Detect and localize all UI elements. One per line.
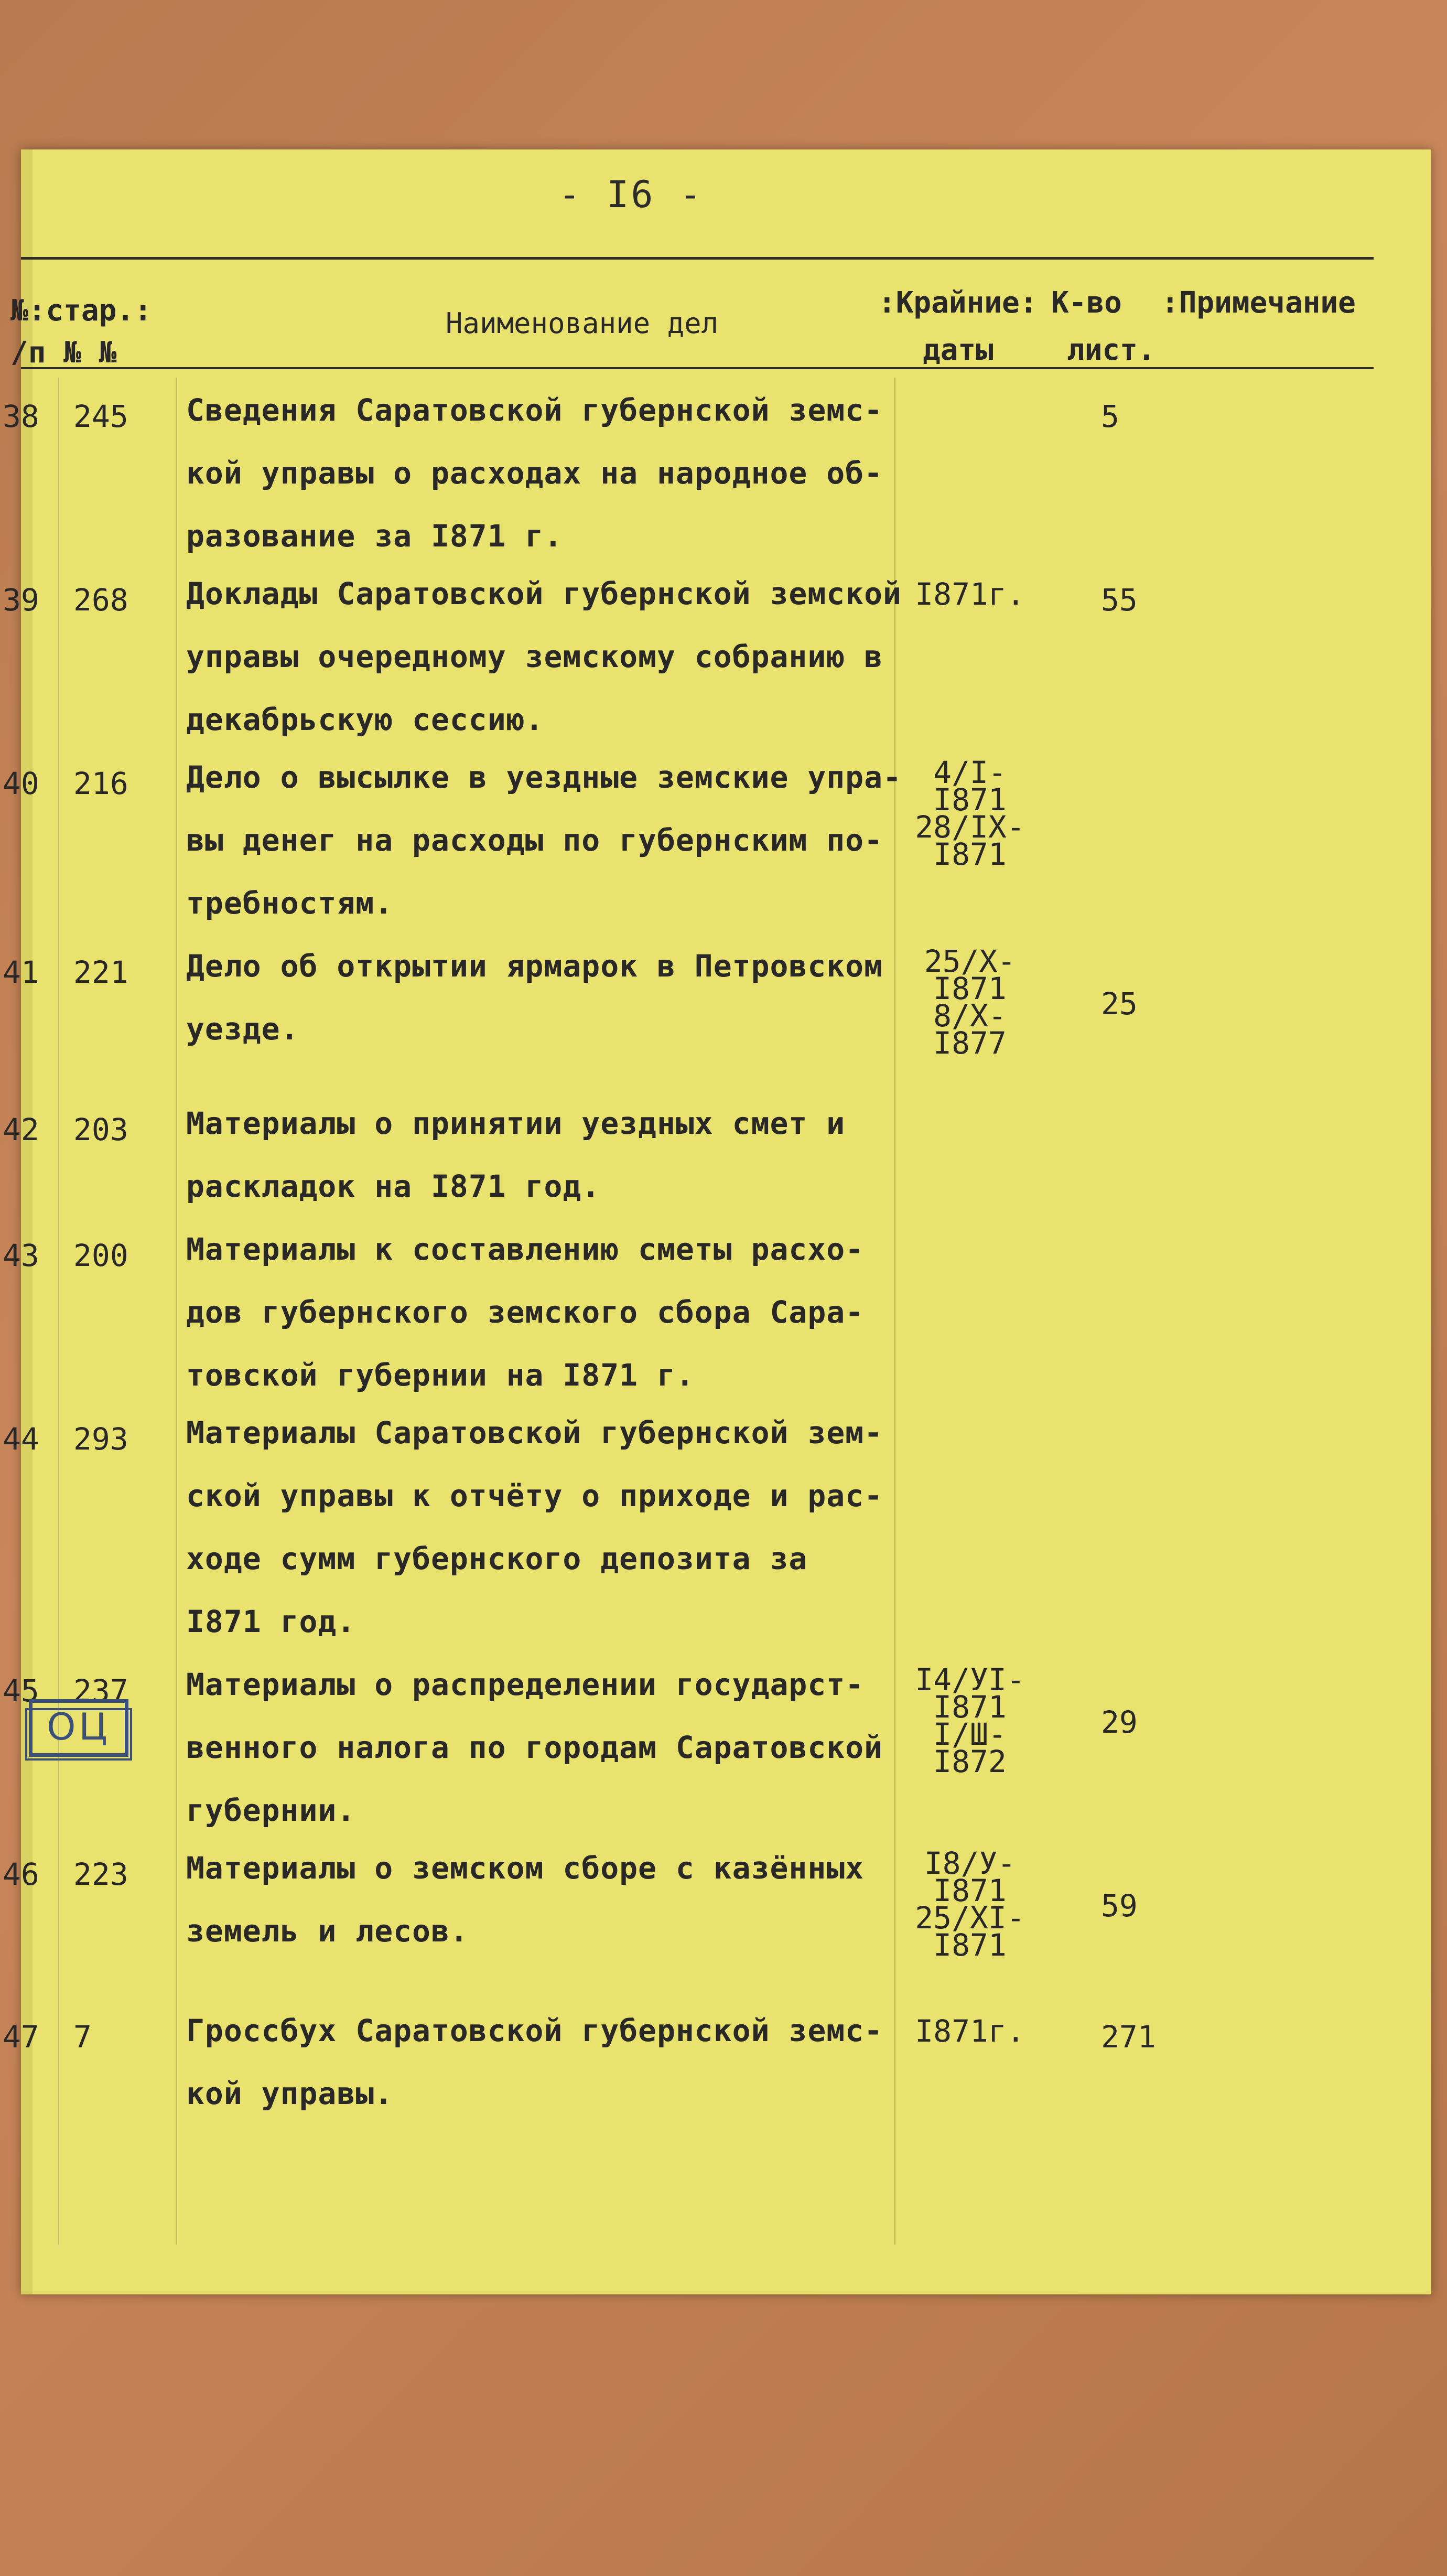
row-date: I871 xyxy=(933,1689,1007,1725)
column-divider-3 xyxy=(894,378,895,2245)
row-old-number: 221 xyxy=(73,954,128,990)
row-number: 47 xyxy=(3,2019,39,2055)
row-old-number: 203 xyxy=(73,1112,128,1147)
header-note: :Примечание xyxy=(1161,286,1356,320)
row-date: I871 xyxy=(933,1927,1007,1963)
header-top-rule xyxy=(21,257,1374,260)
row-title-line: Материалы о земском сборе с казённых xyxy=(186,1850,865,1886)
row-title-line: раскладок на I871 год. xyxy=(186,1168,601,1204)
row-old-number: 216 xyxy=(73,766,128,801)
row-date: I871 xyxy=(933,782,1007,818)
row-date: I871г. xyxy=(915,2013,1025,2049)
row-title-line: ходе сумм губернского депозита за xyxy=(186,1541,808,1576)
row-title-line: кой управы о расходах на народное об- xyxy=(186,455,883,491)
row-title-line: Сведения Саратовской губернской земс- xyxy=(186,392,883,428)
header-num: №:стар.: xyxy=(10,294,152,328)
row-title-line: разование за I871 г. xyxy=(186,518,563,554)
header-sheets2: лист. xyxy=(1067,333,1156,367)
row-date: I/Ш- xyxy=(933,1716,1007,1752)
row-number: 44 xyxy=(3,1421,39,1457)
row-title-line: ской управы к отчёту о приходе и рас- xyxy=(186,1478,883,1514)
row-date: I871г. xyxy=(915,576,1025,612)
row-title-line: декабрьскую сессию. xyxy=(186,702,544,737)
archive-stamp: ОЦ xyxy=(29,1699,128,1757)
row-old-number: 7 xyxy=(73,2019,92,2055)
row-date: 8/X- xyxy=(933,998,1007,1034)
row-sheets: 59 xyxy=(1101,1888,1138,1924)
row-date: I4/УI- xyxy=(915,1662,1025,1698)
row-title-line: Материалы к составлению сметы расхо- xyxy=(186,1231,865,1267)
row-old-number: 223 xyxy=(73,1856,128,1892)
row-number: 40 xyxy=(3,766,39,801)
row-date: 4/I- xyxy=(933,755,1007,790)
row-title-line: Материалы о распределении государст- xyxy=(186,1667,865,1702)
row-number: 38 xyxy=(3,399,39,434)
row-title-line: управы очередному земскому собранию в xyxy=(186,639,883,674)
row-date: I872 xyxy=(933,1744,1007,1779)
row-sheets: 271 xyxy=(1101,2019,1156,2055)
row-number: 46 xyxy=(3,1856,39,1892)
row-title-line: уезде. xyxy=(186,1011,299,1047)
row-date: I871 xyxy=(933,1873,1007,1908)
row-title-line: Дело о высылке в уездные земские упра- xyxy=(186,759,902,795)
row-title-line: Гроссбух Саратовской губернской земс- xyxy=(186,2013,883,2048)
header-name: Наименование дел xyxy=(446,307,719,340)
page-number: - I6 - xyxy=(558,173,704,216)
row-sheets: 25 xyxy=(1101,986,1138,1022)
row-date: I871 xyxy=(933,836,1007,872)
header-dates2: даты xyxy=(923,333,994,367)
row-sheets: 55 xyxy=(1101,582,1138,618)
row-title-line: I871 год. xyxy=(186,1604,356,1639)
row-title-line: Дело об открытии ярмарок в Петровском xyxy=(186,948,883,984)
row-number: 41 xyxy=(3,954,39,990)
row-number: 39 xyxy=(3,582,39,618)
row-old-number: 268 xyxy=(73,582,128,618)
row-date: I877 xyxy=(933,1025,1007,1061)
row-title-line: кой управы. xyxy=(186,2076,394,2111)
row-old-number: 200 xyxy=(73,1238,128,1273)
row-old-number: 293 xyxy=(73,1421,128,1457)
header-sheets: К-во xyxy=(1051,286,1122,320)
column-divider-2 xyxy=(176,378,177,2245)
row-date: 25/X- xyxy=(924,943,1016,979)
row-title-line: Материалы Саратовской губернской зем- xyxy=(186,1415,883,1451)
row-sheets: 5 xyxy=(1101,399,1119,434)
row-old-number: 245 xyxy=(73,399,128,434)
row-title-line: товской губернии на I871 г. xyxy=(186,1357,695,1393)
row-number: 43 xyxy=(3,1238,39,1273)
row-title-line: губернии. xyxy=(186,1793,356,1828)
row-date: I871 xyxy=(933,971,1007,1006)
row-title-line: Доклады Саратовской губернской земской xyxy=(186,576,902,611)
row-title-line: Материалы о принятии уездных смет и xyxy=(186,1105,846,1141)
header-bottom-rule xyxy=(21,367,1374,369)
row-number: 42 xyxy=(3,1112,39,1147)
row-title-line: вы денег на расходы по губернским по- xyxy=(186,822,883,858)
row-title-line: дов губернского земского сбора Сара- xyxy=(186,1294,865,1330)
header-dates: :Крайние: xyxy=(878,286,1038,320)
row-date: 28/IX- xyxy=(915,809,1025,845)
row-date: 25/XI- xyxy=(915,1900,1025,1936)
column-divider-1 xyxy=(58,378,59,2245)
header-num2: /п № № xyxy=(10,336,117,370)
row-title-line: венного налога по городам Саратовской xyxy=(186,1730,883,1765)
row-old-number: 237 xyxy=(73,1673,128,1709)
row-title-line: земель и лесов. xyxy=(186,1913,469,1949)
row-number: 45 xyxy=(3,1673,39,1709)
row-date: I8/У- xyxy=(924,1845,1016,1881)
row-title-line: требностям. xyxy=(186,885,394,921)
row-sheets: 29 xyxy=(1101,1704,1138,1740)
